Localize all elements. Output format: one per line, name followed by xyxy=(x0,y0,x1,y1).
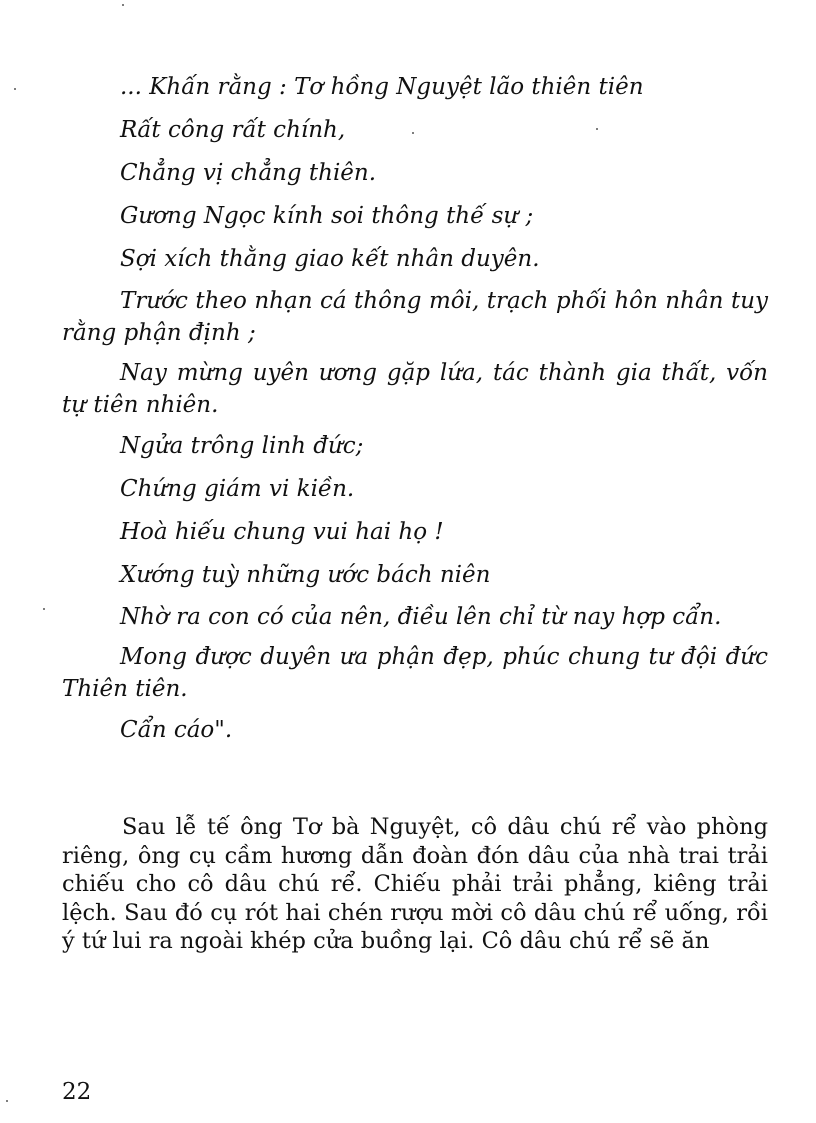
verse-line: Nay mừng uyên ương gặp lứa, tác thành gia thất, vốn tự tiên nhiên. xyxy=(62,360,768,418)
verse-line: Cẩn cáo". xyxy=(120,717,233,743)
verse-line: Ngửa trông linh đức; xyxy=(120,433,364,459)
body-paragraph: Sau lễ tế ông Tơ bà Nguyệt, cô dâu chú rể vào phòng riêng, ông cụ cầm hương dẫn đoàn đón dâu của nhà trai trải chiếu cho cô dâu chú rể. Chiếu phải trải phẳng, kiêng trải lệch. Sau đó cụ rót hai chén rượu mời cô dâu chú rể uống, rồi ý tứ lui ra ngoài khép cửa buồng lại. Cô dâu chú rể sẽ ăn xyxy=(62,814,768,954)
verse-line: Xướng tuỳ những ước bách niên xyxy=(120,562,491,588)
verse-line: Mong được duyên ưa phận đẹp, phúc chung tư đội đức Thiên tiên. xyxy=(62,644,768,702)
scan-speck xyxy=(596,128,598,130)
verse-line: Chứng giám vi kiền. xyxy=(120,476,355,502)
invocation-verse xyxy=(62,70,768,756)
verse-line: Sợi xích thằng giao kết nhân duyên. xyxy=(120,246,540,272)
scan-speck xyxy=(122,4,124,6)
verse-line: Chẳng vị chẳng thiên. xyxy=(120,160,377,186)
verse-line: Hoà hiếu chung vui hai họ ! xyxy=(120,519,444,545)
verse-line: Rất công rất chính, xyxy=(120,117,346,143)
scan-speck xyxy=(412,132,414,134)
verse-line: ... Khấn rằng : Tơ hồng Nguyệt lão thiên tiên xyxy=(120,74,644,100)
verse-line: Trước theo nhạn cá thông môi, trạch phối hôn nhân tuy rằng phận định ; xyxy=(62,288,768,346)
verse-line: Gương Ngọc kính soi thông thế sự ; xyxy=(120,203,534,229)
scan-speck xyxy=(6,1100,8,1102)
scan-speck xyxy=(43,608,45,610)
verse-line: Nhờ ra con có của nên, điều lên chỉ từ nay hợp cẩn. xyxy=(120,604,722,630)
scan-speck xyxy=(14,88,16,90)
page-number: 22 xyxy=(62,1079,92,1105)
